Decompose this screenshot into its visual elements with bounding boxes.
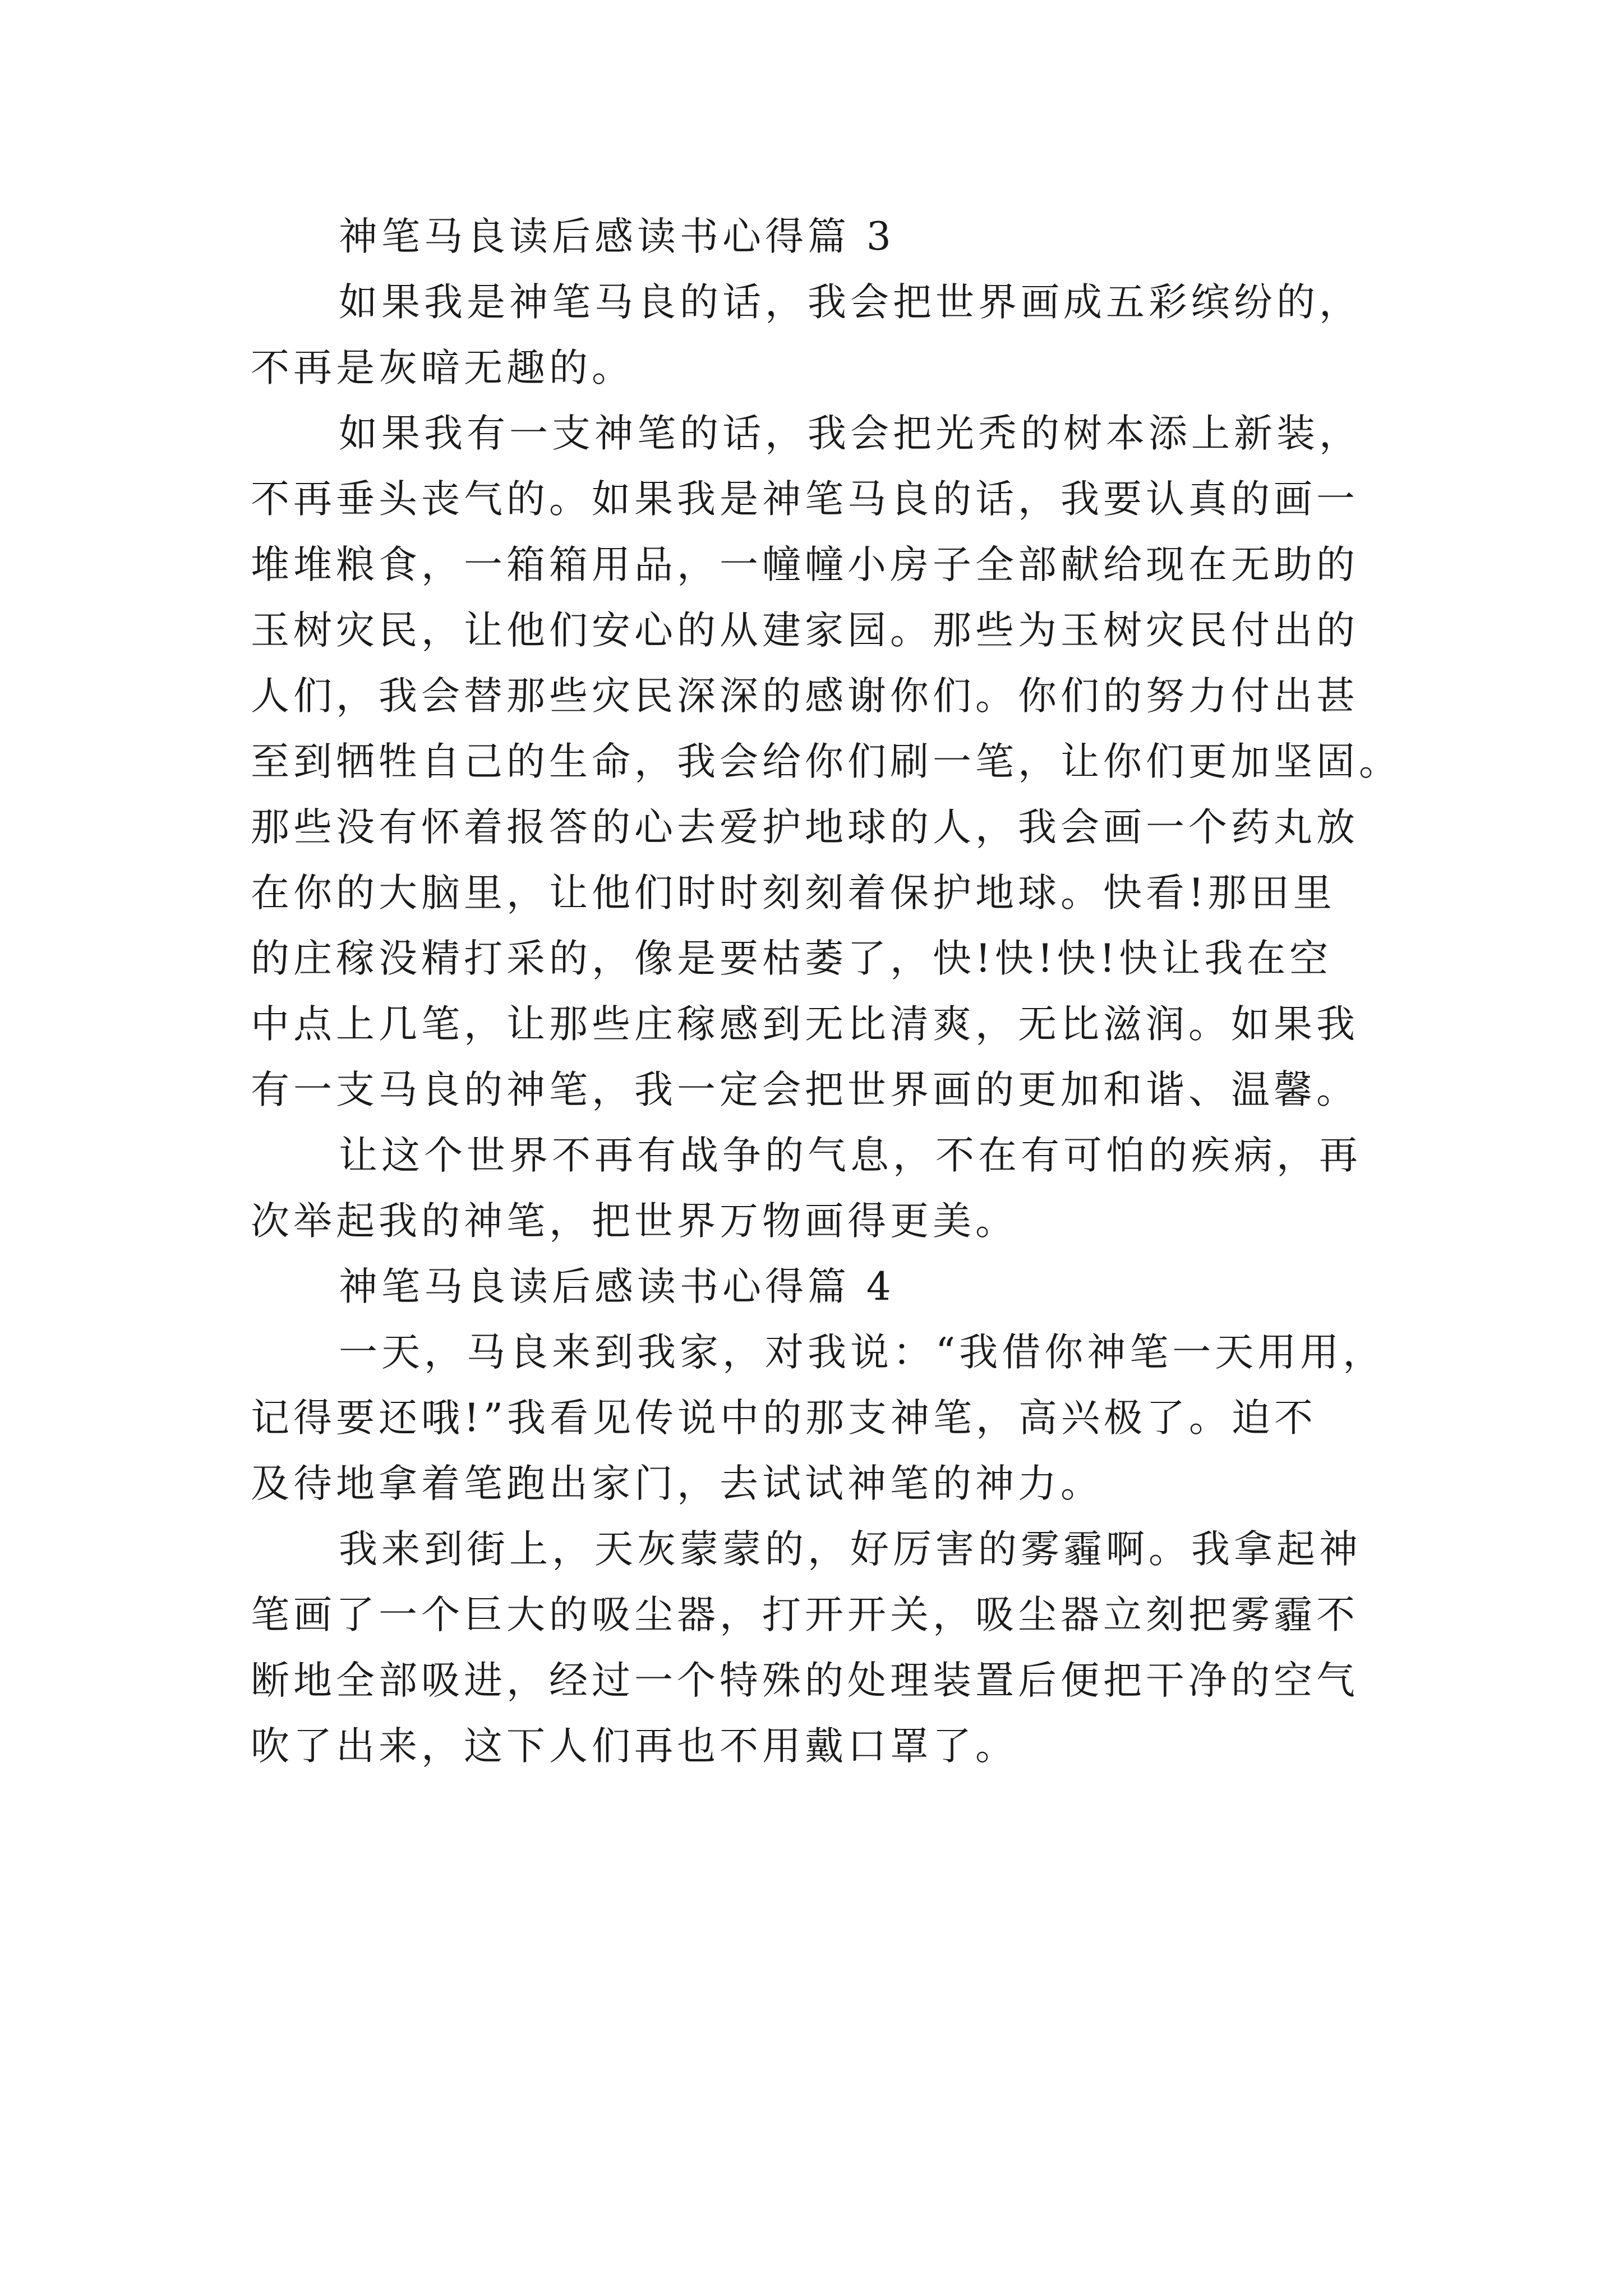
text-line: 在你的大脑里，让他们时时刻刻着保护地球。快看!那田里 xyxy=(251,871,1336,915)
text-line: 那些没有怀着报答的心去爱护地球的人，我会画一个药丸放 xyxy=(251,805,1359,850)
text-line: 中点上几笔，让那些庄稼感到无比清爽，无比滋润。如果我 xyxy=(251,1002,1359,1047)
text-line: 人们，我会替那些灾民深深的感谢你们。你们的努力付出甚 xyxy=(251,674,1359,719)
text-line: 不再垂头丧气的。如果我是神笔马良的话，我要认真的画一 xyxy=(251,477,1359,522)
text-line: 神笔马良读后感读书心得篇 3 xyxy=(339,214,895,259)
text-line: 的庄稼没精打采的，像是要枯萎了，快!快!快!快让我在空 xyxy=(251,936,1332,981)
text-line: 断地全部吸进，经过一个特殊的处理装置后便把干净的空气 xyxy=(251,1658,1359,1703)
paragraph xyxy=(251,1123,1389,1254)
paragraph xyxy=(251,1517,1389,1779)
paragraph xyxy=(251,1320,1389,1517)
text-line: 至到牺牲自己的生命，我会给你们刷一笔，让你们更加坚固。 xyxy=(251,739,1401,784)
text-line: 一天，马良来到我家，对我说：“我借你神笔一天用用， xyxy=(339,1330,1386,1375)
document-body xyxy=(251,204,1401,1779)
text-line: 吹了出来，这下人们再也不用戴口罩了。 xyxy=(251,1724,1018,1769)
section-heading xyxy=(251,204,1389,270)
text-line: 如果我是神笔马良的话，我会把世界画成五彩缤纷的， xyxy=(339,280,1362,325)
text-line: 我来到街上，天灰蒙蒙的，好厉害的雾霾啊。我拿起神 xyxy=(339,1527,1362,1572)
section-heading xyxy=(251,1254,1389,1320)
text-line: 记得要还哦!”我看见传说中的那支神笔，高兴极了。迫不 xyxy=(251,1396,1317,1441)
text-line: 及待地拿着笔跑出家门，去试试神笔的神力。 xyxy=(251,1461,1103,1506)
text-line: 让这个世界不再有战争的气息，不在有可怕的疾病，再 xyxy=(339,1133,1362,1178)
text-line: 笔画了一个巨大的吸尘器，打开开关，吸尘器立刻把雾霾不 xyxy=(251,1593,1359,1637)
text-line: 不再是灰暗无趣的。 xyxy=(251,346,634,390)
paragraph xyxy=(251,270,1389,401)
text-line: 神笔马良读后感读书心得篇 4 xyxy=(339,1264,895,1309)
text-line: 堆堆粮食，一箱箱用品，一幢幢小房子全部献给现在无助的 xyxy=(251,542,1359,587)
text-line: 有一支马良的神笔，我一定会把世界画的更加和谐、温馨。 xyxy=(251,1068,1359,1112)
text-line: 次举起我的神笔，把世界万物画得更美。 xyxy=(251,1199,1018,1244)
text-line: 玉树灾民，让他们安心的从建家园。那些为玉树灾民付出的 xyxy=(251,608,1359,653)
text-line: 如果我有一支神笔的话，我会把光秃的树本添上新装， xyxy=(339,411,1362,456)
paragraph xyxy=(251,401,1401,1123)
